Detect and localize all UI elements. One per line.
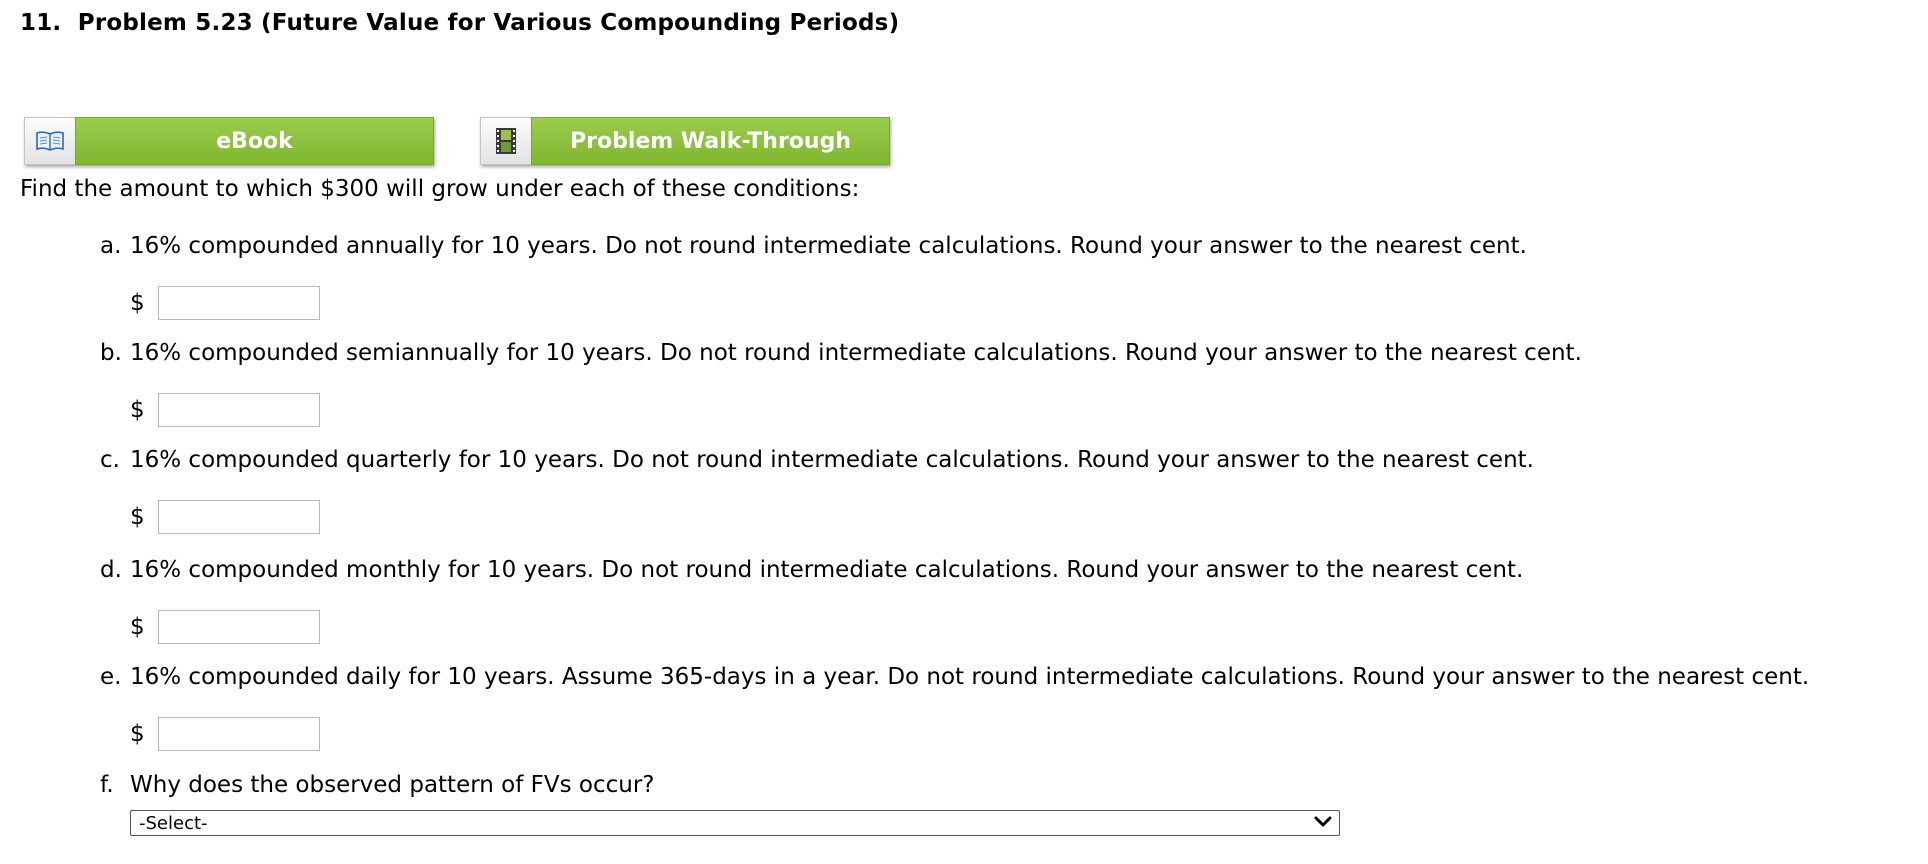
part-c-question: [100, 447, 1534, 473]
currency-symbol: $: [130, 721, 145, 747]
part-text: 16% compounded monthly for 10 years. Do not round intermediate calculations. Round your answer to the nearest cent.: [130, 557, 1524, 583]
problem-title: [20, 10, 899, 36]
part-e-question: [100, 664, 1809, 690]
currency-symbol: $: [130, 614, 145, 640]
part-d-question: [100, 557, 1523, 583]
part-a-answer: [130, 285, 320, 321]
part-b-question: [100, 340, 1582, 366]
currency-symbol: $: [130, 290, 145, 316]
ebook-button[interactable]: [24, 117, 434, 165]
part-e-input[interactable]: [158, 717, 320, 751]
film-icon: [480, 117, 531, 165]
part-letter: b.: [100, 340, 122, 366]
part-letter: f.: [100, 772, 114, 798]
part-letter: e.: [100, 664, 122, 690]
part-text: 16% compounded semiannually for 10 years. Do not round intermediate calculations. Round your answer to the nearest cent.: [130, 340, 1582, 366]
part-b-input[interactable]: [158, 393, 320, 427]
part-d-answer: [130, 609, 320, 645]
part-letter: d.: [100, 557, 122, 583]
part-text: Why does the observed pattern of FVs occur?: [130, 772, 655, 798]
part-letter: c.: [100, 447, 120, 473]
chevron-down-icon: [1313, 813, 1333, 834]
currency-symbol: $: [130, 397, 145, 423]
part-c-input[interactable]: [158, 500, 320, 534]
select-value: -Select-: [139, 812, 208, 834]
problem-title-text: Problem 5.23 (Future Value for Various Compounding Periods): [77, 10, 900, 36]
ebook-button-label: eBook: [75, 117, 434, 165]
part-c-answer: [130, 499, 320, 535]
part-a-input[interactable]: [158, 286, 320, 320]
part-e-answer: [130, 716, 320, 752]
part-d-input[interactable]: [158, 610, 320, 644]
part-text: 16% compounded daily for 10 years. Assume 365-days in a year. Do not round intermediate calculations. Round your answer to the nearest cent.: [130, 664, 1810, 690]
part-letter: a.: [100, 233, 122, 259]
problem-intro: Find the amount to which $300 will grow under each of these conditions:: [20, 176, 860, 202]
part-b-answer: [130, 392, 320, 428]
part-f-select[interactable]: [130, 810, 1340, 836]
problem-number: 11.: [20, 10, 62, 36]
part-text: 16% compounded quarterly for 10 years. Do not round intermediate calculations. Round your answer to the nearest cent.: [130, 447, 1534, 473]
part-f-question: [100, 772, 655, 798]
currency-symbol: $: [130, 504, 145, 530]
problem-walkthrough-button[interactable]: [480, 117, 890, 165]
part-a-question: [100, 233, 1527, 259]
book-icon: [24, 117, 75, 165]
problem-walkthrough-label: Problem Walk-Through: [531, 117, 890, 165]
part-text: 16% compounded annually for 10 years. Do not round intermediate calculations. Round your answer to the nearest cent.: [130, 233, 1527, 259]
